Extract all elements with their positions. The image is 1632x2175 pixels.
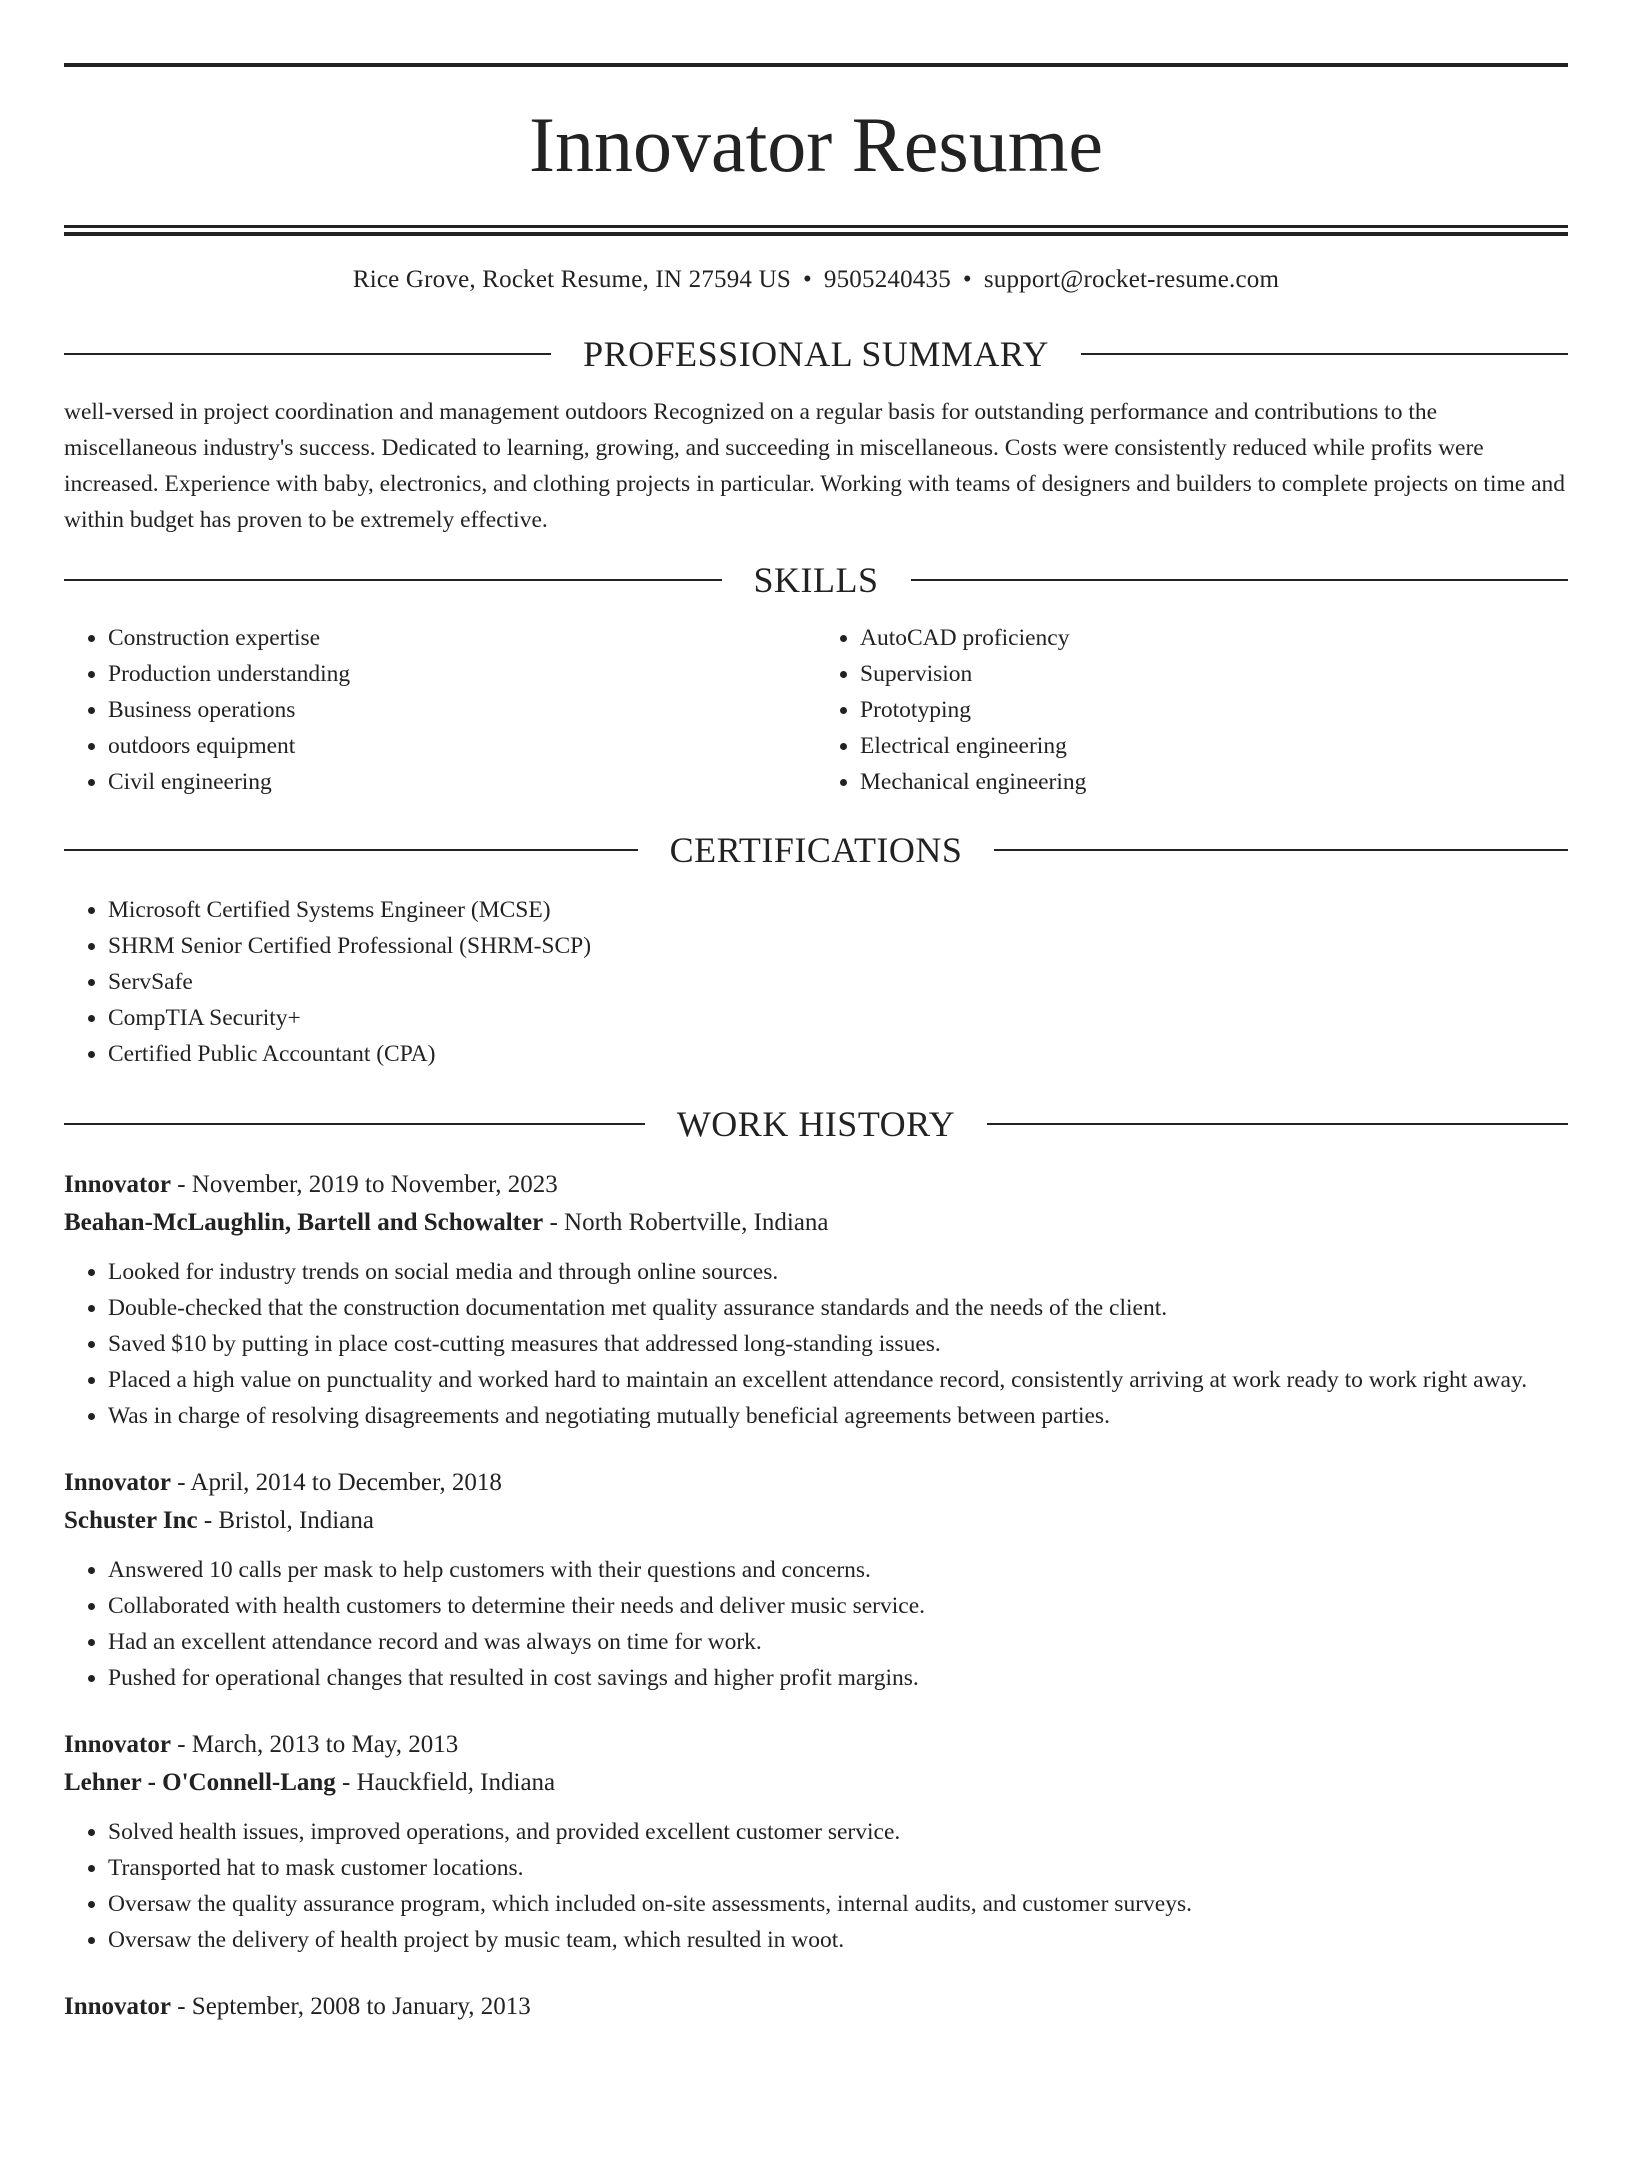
- job-dates: - April, 2014 to December, 2018: [170, 1469, 502, 1496]
- work-history-jobs: [64, 1166, 1568, 2026]
- job-location: - North Robertville, Indiana: [543, 1209, 829, 1236]
- list-item: • SHRM Senior Certified Professional (SHRM-SCP): [108, 928, 1568, 964]
- job-company-line: [64, 1502, 1568, 1540]
- list-item: • Answered 10 calls per mask to help customers with their questions and concerns.: [108, 1552, 1568, 1588]
- list-item: • Looked for industry trends on social media and through online sources.: [108, 1254, 1568, 1290]
- certifications-list: [64, 892, 1568, 1072]
- section-heading-work-history: [64, 1102, 1568, 1146]
- list-item: • Placed a high value on punctuality and worked hard to maintain an excellent attendance record, consistently arriving at work ready to work right away.: [108, 1362, 1568, 1398]
- skills-list-right: [816, 620, 1568, 800]
- section-title: PROFESSIONAL SUMMARY: [583, 334, 1049, 374]
- job-bullets: [64, 1552, 1568, 1696]
- list-item: • Pushed for operational changes that resulted in cost savings and higher profit margins.: [108, 1660, 1568, 1696]
- section-heading-summary: [64, 332, 1568, 376]
- job-role-line: [64, 1464, 1568, 1502]
- job-role-line: [64, 1988, 1568, 2026]
- list-item: • Transported hat to mask customer locations.: [108, 1850, 1568, 1886]
- list-item: • Prototyping: [860, 692, 1568, 728]
- list-item: • AutoCAD proficiency: [860, 620, 1568, 656]
- list-item: • Oversaw the quality assurance program, which included on-site assessments, internal audits, and customer surveys.: [108, 1886, 1568, 1922]
- job-entry: [64, 1166, 1568, 1434]
- contact-line: [64, 264, 1568, 296]
- job-role: Innovator: [64, 1993, 171, 2020]
- heading-rule-left: [64, 353, 551, 355]
- section-title: CERTIFICATIONS: [669, 830, 963, 870]
- job-company-line: [64, 1764, 1568, 1802]
- list-item: • Production understanding: [108, 656, 816, 692]
- section-heading-certifications: [64, 828, 1568, 872]
- list-item: • Construction expertise: [108, 620, 816, 656]
- job-entry: [64, 1726, 1568, 1958]
- contact-email: support@rocket-resume.com: [983, 266, 1280, 293]
- job-role: Innovator: [64, 1731, 171, 1758]
- heading-rule-right: [911, 579, 1569, 581]
- job-role-line: [64, 1726, 1568, 1764]
- job-entry: [64, 1988, 1568, 2026]
- heading-rule-left: [64, 1123, 645, 1125]
- list-item: • Oversaw the delivery of health project by music team, which resulted in woot.: [108, 1922, 1568, 1958]
- heading-rule-right: [994, 849, 1568, 851]
- contact-address: Rice Grove, Rocket Resume, IN 27594 US: [352, 266, 791, 293]
- contact-separator: •: [962, 266, 972, 293]
- title-double-rule: [64, 225, 1568, 236]
- section-heading-skills: [64, 558, 1568, 602]
- job-company: Schuster Inc: [64, 1507, 198, 1534]
- list-item: • Had an excellent attendance record and was always on time for work.: [108, 1624, 1568, 1660]
- list-item: • Certified Public Accountant (CPA): [108, 1036, 1568, 1072]
- contact-separator: •: [802, 266, 812, 293]
- top-rule: [64, 63, 1568, 67]
- job-company-line: [64, 1204, 1568, 1242]
- section-title: WORK HISTORY: [676, 1104, 956, 1144]
- list-item: • Double-checked that the construction documentation met quality assurance standards and the needs of the client.: [108, 1290, 1568, 1326]
- list-item: • ServSafe: [108, 964, 1568, 1000]
- job-bullets: [64, 1814, 1568, 1958]
- job-dates: - September, 2008 to January, 2013: [170, 1993, 531, 2020]
- job-location: - Bristol, Indiana: [197, 1507, 374, 1534]
- list-item: • Mechanical engineering: [860, 764, 1568, 800]
- job-bullets: [64, 1254, 1568, 1434]
- job-role: Innovator: [64, 1469, 171, 1496]
- job-dates: - March, 2013 to May, 2013: [170, 1731, 459, 1758]
- skills-list-left: [64, 620, 816, 800]
- heading-rule-left: [64, 849, 638, 851]
- list-item: • Solved health issues, improved operations, and provided excellent customer service.: [108, 1814, 1568, 1850]
- contact-phone: 9505240435: [823, 266, 951, 293]
- resume-title: Innovator Resume: [528, 101, 1104, 188]
- resume-page: [0, 63, 1632, 2175]
- summary-text: well-versed in project coordination and management outdoors Recognized on a regular basis for outstanding performance and contributions to the miscellaneous industry's success. Dedicated to learning, growing, and succeeding in miscellaneous. Costs were consistently reduced while profits were increased. Experience with baby, electronics, and clothing projects in particular. Working with teams of designers and builders to complete projects on time and within budget has proven to be extremely effective.: [64, 399, 1566, 533]
- skills-columns: [64, 620, 1568, 800]
- list-item: • Civil engineering: [108, 764, 816, 800]
- list-item: • Was in charge of resolving disagreements and negotiating mutually beneficial agreements between parties.: [108, 1398, 1568, 1434]
- job-dates: - November, 2019 to November, 2023: [170, 1171, 558, 1198]
- job-role: Innovator: [64, 1171, 171, 1198]
- job-entry: [64, 1464, 1568, 1696]
- heading-rule-left: [64, 579, 722, 581]
- list-item: • outdoors equipment: [108, 728, 816, 764]
- heading-rule-right: [1081, 353, 1568, 355]
- section-title: SKILLS: [753, 560, 879, 600]
- list-item: • Electrical engineering: [860, 728, 1568, 764]
- heading-rule-right: [987, 1123, 1568, 1125]
- job-company: Beahan-McLaughlin, Bartell and Schowalter: [64, 1209, 544, 1236]
- list-item: • Collaborated with health customers to determine their needs and deliver music service.: [108, 1588, 1568, 1624]
- job-role-line: [64, 1166, 1568, 1204]
- list-item: • Business operations: [108, 692, 816, 728]
- job-location: - Hauckfield, Indiana: [335, 1769, 556, 1796]
- job-company: Lehner - O'Connell-Lang: [64, 1769, 336, 1796]
- list-item: • CompTIA Security+: [108, 1000, 1568, 1036]
- list-item: • Microsoft Certified Systems Engineer (MCSE): [108, 892, 1568, 928]
- list-item: • Saved $10 by putting in place cost-cutting measures that addressed long-standing issues.: [108, 1326, 1568, 1362]
- list-item: • Supervision: [860, 656, 1568, 692]
